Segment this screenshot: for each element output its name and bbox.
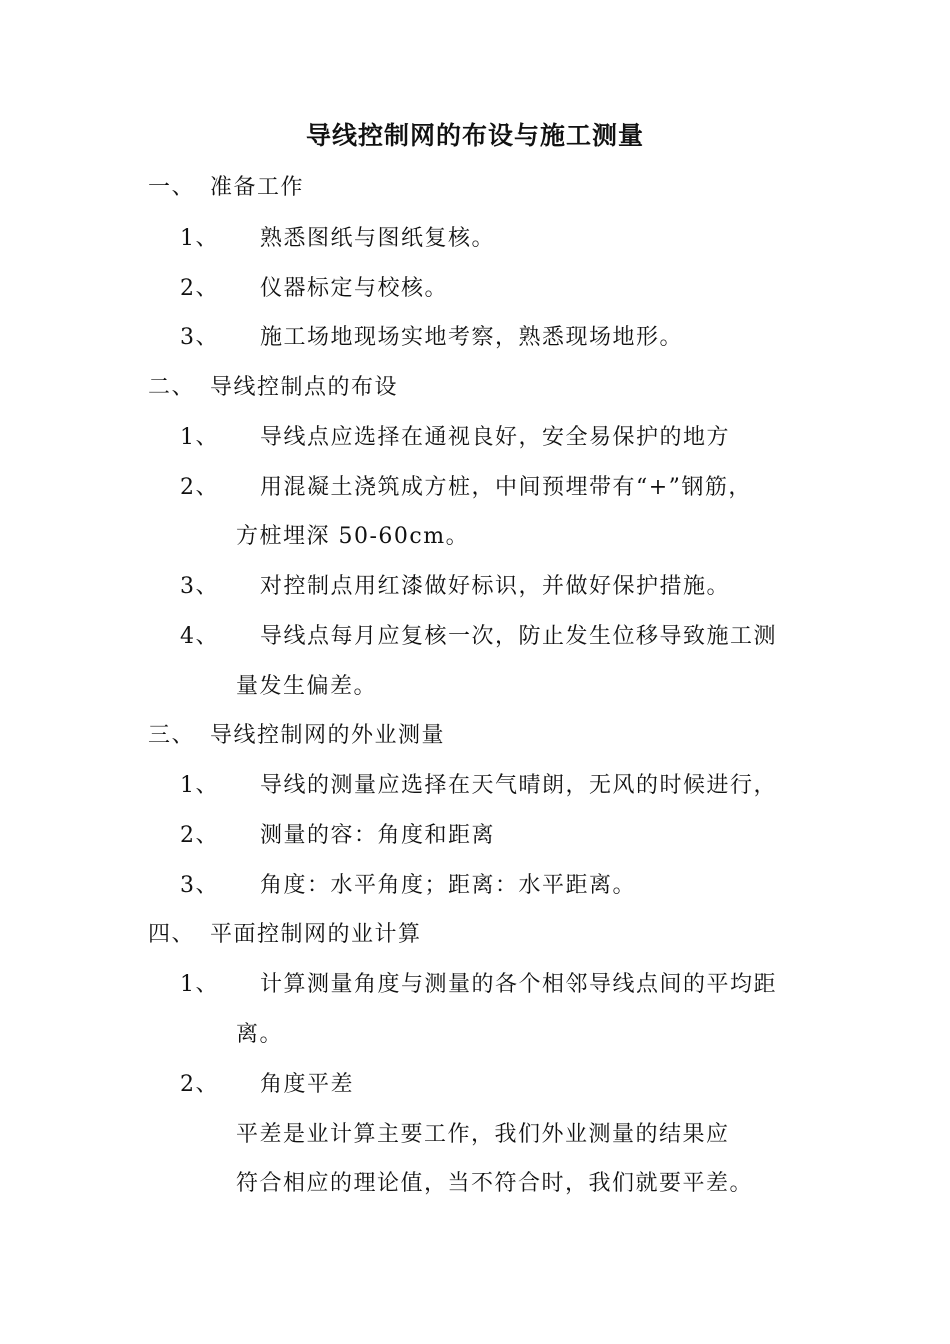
item-number: 1、 [180,425,219,450]
item-number: 1、 [180,226,219,251]
section-number: 四、 [148,922,196,947]
item-number: 3、 [180,325,219,350]
item-number: 2、 [180,1072,219,1097]
item-number: 3、 [180,574,219,599]
item-continuation: 量发生偏差。 [236,674,378,699]
item-text: 测量的容：角度和距离 [260,823,496,848]
section-title: 导线控制网的外业测量 [210,723,446,748]
item-text: 熟悉图纸与图纸复核。 [260,226,496,251]
item-text: 对控制点用红漆做好标识，并做好保护措施。 [260,574,731,599]
item-continuation: 离。 [236,1022,284,1047]
paragraph-line: 符合相应的理论值，当不符合时，我们就要平差。 [236,1171,754,1196]
item-number: 2、 [180,823,219,848]
paragraph-line: 平差是业计算主要工作，我们外业测量的结果应 [236,1122,730,1147]
item-text: 导线的测量应选择在天气晴朗，无风的时候进行， [260,773,778,798]
item-text: 用混凝土浇筑成方桩，中间预埋带有“+”钢筋， [260,475,752,500]
item-text: 导线点每月应复核一次，防止发生位移导致施工测 [260,624,778,649]
item-text: 导线点应选择在通视良好，安全易保护的地方 [260,425,731,450]
item-text: 角度平差 [260,1072,355,1097]
item-text: 仪器标定与校核。 [260,276,449,301]
item-number: 1、 [180,773,219,798]
item-text: 角度：水平角度；距离：水平距离。 [260,873,637,898]
section-number: 一、 [148,175,196,200]
item-number: 4、 [180,624,219,649]
section-title: 导线控制点的布设 [210,375,399,400]
item-number: 2、 [180,475,219,500]
section-title: 准备工作 [210,175,305,200]
item-number: 2、 [180,276,219,301]
section-number: 三、 [148,723,196,748]
item-number: 1、 [180,972,219,997]
item-continuation: 方桩埋深 50-60cm。 [236,524,470,549]
section-title: 平面控制网的业计算 [210,922,422,947]
item-text: 计算测量角度与测量的各个相邻导线点间的平均距 [260,972,778,997]
item-number: 3、 [180,873,219,898]
item-text: 施工场地现场实地考察，熟悉现场地形。 [260,325,684,350]
document-title: 导线控制网的布设与施工测量 [305,121,644,150]
section-number: 二、 [148,375,196,400]
